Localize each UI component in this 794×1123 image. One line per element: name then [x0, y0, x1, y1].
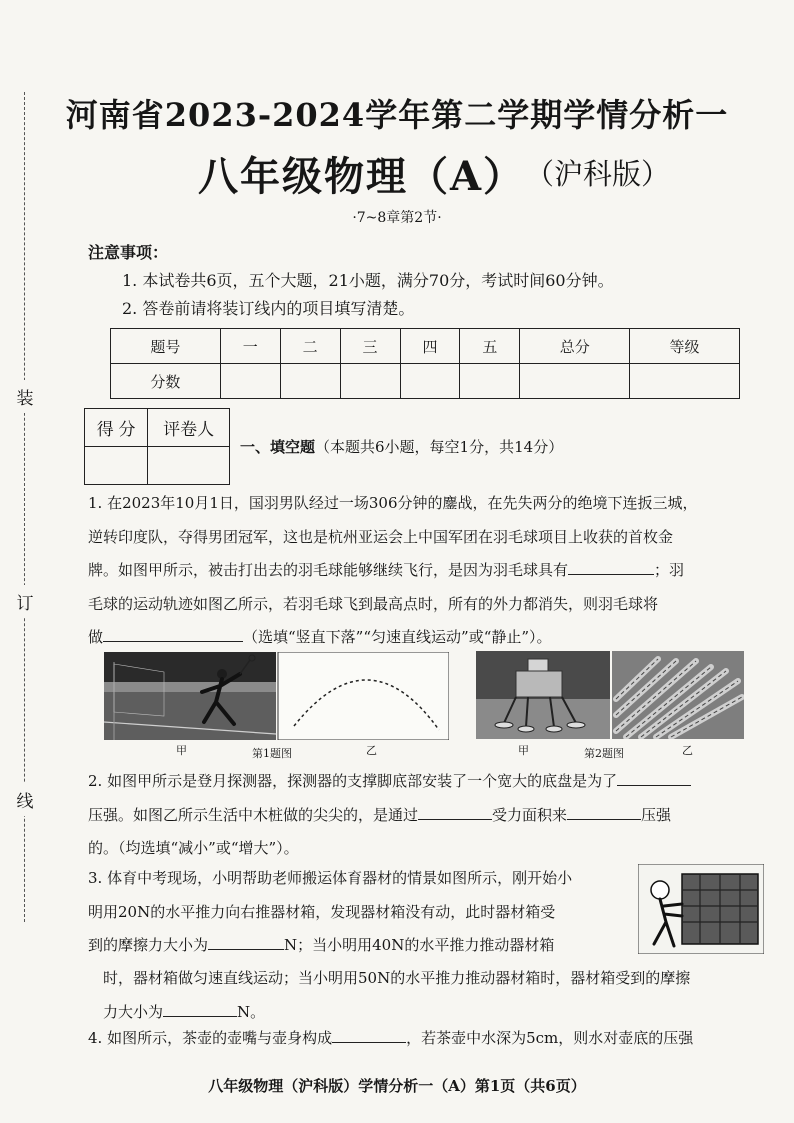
grader-table [84, 408, 230, 485]
question-4 [88, 1022, 764, 1056]
question-line [88, 621, 764, 655]
score-table-header-row [111, 329, 740, 364]
answer-blank[interactable] [208, 931, 284, 950]
question-text: （选填“竖直下落”“匀速直线运动”或“静止”）。 [243, 628, 552, 646]
score-table [110, 328, 740, 399]
score-cell[interactable] [280, 364, 340, 399]
grader-name-cell[interactable] [148, 447, 230, 485]
score-header-cell: 五 [460, 329, 520, 364]
score-label: 得 分 [85, 409, 148, 447]
wooden-stakes-photo [612, 651, 744, 739]
section-title: 一、填空题 [240, 438, 316, 456]
notes-heading: 注意事项： [88, 243, 169, 262]
question-line: 明用20N的水平推力向右推器材箱，发现器材箱没有动，此时器材箱受 [88, 902, 556, 921]
question-text: N；当小明用40N的水平推力推动器材箱 [284, 936, 555, 954]
section-note: （本题共6小题，每空1分，共14分） [315, 438, 564, 456]
question-text: 2. 如图甲所示是登月探测器，探测器的支撑脚底部安装了一个宽大的底盘是为了 [88, 772, 618, 790]
score-cell[interactable] [400, 364, 460, 399]
answer-blank[interactable] [567, 801, 641, 820]
note-item: 1. 本试卷共6页，五个大题，21小题，满分70分，考试时间60分钟。 [122, 271, 614, 290]
figure-1 [104, 652, 449, 740]
answer-blank[interactable] [418, 801, 492, 820]
figure-2-caption: 第2题图 [584, 747, 624, 760]
section-score-cell[interactable] [85, 447, 148, 485]
question-line: 的。（均选填“减小”或“增大”）。 [88, 839, 299, 857]
score-cell[interactable] [520, 364, 630, 399]
figure-1-left-label: 甲 [176, 744, 187, 757]
score-header-cell: 四 [400, 329, 460, 364]
binding-char-xian: 线 [14, 783, 36, 816]
exam-edition: （沪科版） [525, 157, 671, 191]
chapter-range: ·7~8章第2节· [352, 210, 442, 226]
answer-blank[interactable] [617, 767, 691, 786]
figure-2 [476, 651, 744, 739]
score-cell[interactable] [630, 364, 740, 399]
section-heading [240, 436, 563, 457]
exam-title: 河南省2023-2024学年第二学期学情分析一 [65, 96, 729, 134]
score-header-cell: 二 [280, 329, 340, 364]
badminton-photo [104, 652, 276, 740]
answer-blank[interactable] [103, 623, 243, 642]
trajectory-diagram [278, 652, 449, 740]
question-line [88, 799, 764, 833]
score-header-cell: 三 [340, 329, 400, 364]
question-text: 压强 [641, 805, 672, 824]
question-text: ；羽 [654, 561, 685, 579]
question-line: 时，器材箱做匀速直线运动；当小明用50N的水平推力推动器材箱时，器材箱受到的摩擦 [103, 969, 691, 987]
question-line: 3. 体育中考现场，小明帮助老师搬运体育器材的情景如图所示，刚开始小 [88, 869, 573, 887]
grader-label: 评卷人 [148, 409, 230, 447]
score-header-cell: 题号 [111, 329, 221, 364]
binding-char-zhuang: 装 [14, 380, 36, 413]
binding-char-ding: 订 [14, 585, 36, 618]
question-line: 1. 在2023年10月1日，国羽男队经过一场306分钟的鏖战，在先失两分的绝境下连扳三城， [88, 494, 698, 512]
question-text: 到的摩擦力大小为 [88, 936, 209, 954]
question-2 [88, 765, 764, 866]
answer-blank[interactable] [568, 556, 654, 575]
equipment-box [682, 874, 758, 944]
answer-blank[interactable] [332, 1024, 406, 1043]
score-cell[interactable] [340, 364, 400, 399]
note-item: 2. 答卷前请将装订线内的项目填写清楚。 [122, 299, 415, 318]
answer-blank[interactable] [163, 998, 237, 1017]
page-footer: 八年级物理（沪科版）学情分析一（A）第1页（共6页） [208, 1077, 586, 1095]
score-header-cell: 等级 [630, 329, 740, 364]
question-line: 逆转印度队，夺得男团冠军，这也是杭州亚运会上中国军团在羽毛球项目上收获的首枚金 [88, 527, 674, 546]
figure-1-right-label: 乙 [366, 744, 377, 757]
score-cell[interactable] [460, 364, 520, 399]
question-line [88, 765, 764, 799]
question-line [88, 1022, 764, 1056]
score-header-cell: 一 [220, 329, 280, 364]
question-text: 做 [88, 628, 104, 646]
figure-3 [638, 864, 764, 954]
question-line [88, 554, 764, 588]
question-3-continued [103, 962, 763, 1029]
question-text: 力大小为 [103, 1002, 164, 1021]
figure-2-left-label: 甲 [518, 744, 529, 757]
question-text: 牌。如图甲所示，被击打出去的羽毛球能够继续飞行，是因为羽毛球具有 [88, 561, 569, 579]
figure-1-caption: 第1题图 [252, 747, 292, 760]
question-text: ，若茶壶中水深为5cm，则水对壶底的压强 [406, 1029, 694, 1047]
question-line [88, 929, 618, 963]
exam-subtitle: 八年级物理（A） [198, 153, 526, 200]
score-header-cell: 总分 [520, 329, 630, 364]
score-row-label: 分数 [111, 364, 221, 399]
question-text: N。 [237, 1002, 266, 1021]
score-table-value-row [111, 364, 740, 399]
question-text: 4. 如图所示，茶壶的壶嘴与壶身构成 [88, 1029, 333, 1047]
question-3 [88, 862, 618, 963]
question-text: 压强。如图乙所示生活中木桩做的尖尖的，是通过 [88, 805, 419, 824]
figure-2-right-label: 乙 [682, 744, 693, 757]
question-line: 毛球的运动轨迹如图乙所示，若羽毛球飞到最高点时，所有的外力都消失，则羽毛球将 [88, 594, 659, 613]
lunar-lander-photo [476, 651, 610, 739]
question-text: 受力面积来 [492, 805, 568, 824]
score-cell[interactable] [220, 364, 280, 399]
question-1 [88, 487, 764, 655]
